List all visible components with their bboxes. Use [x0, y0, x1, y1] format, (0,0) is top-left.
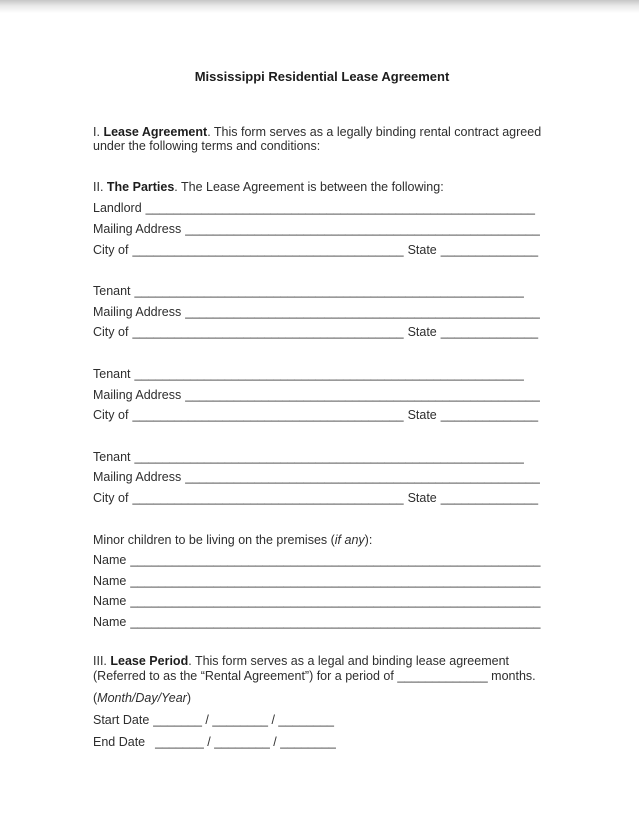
state-label: State [407, 490, 437, 505]
mailing-address-label: Mailing Address [93, 387, 182, 402]
end-date-label: End Date [93, 734, 146, 749]
tenant-label: Tenant [93, 366, 131, 381]
mailing-address-row [93, 388, 551, 403]
start-date-label: Start Date [93, 713, 150, 728]
mailing-address-label: Mailing Address [93, 304, 182, 319]
city-blank-line[interactable]: _______________________________________ [132, 325, 404, 340]
city-blank-line[interactable]: _______________________________________ [132, 408, 404, 423]
date-format-close: ) [186, 690, 191, 705]
city-state-row [93, 243, 551, 258]
tenant-blank-line[interactable]: ________________________________________________________ [134, 449, 524, 464]
section-2-numeral: II. [93, 179, 104, 194]
city-state-row [93, 325, 551, 340]
mailing-address-label: Mailing Address [93, 221, 182, 236]
city-state-row [93, 491, 551, 506]
page-top-shade [0, 0, 639, 13]
section-3-heading: Lease Period [110, 654, 189, 669]
child-name-row [93, 594, 551, 609]
tenant-blank-line[interactable]: ________________________________________________________ [134, 366, 524, 381]
mailing-address-blank-line[interactable]: ___________________________________________________ [185, 221, 540, 236]
name-blank-line[interactable]: ___________________________________________________________ [130, 553, 541, 568]
date-format-text: Month/Day/Year [97, 690, 187, 705]
end-date-row [93, 735, 551, 750]
name-label: Name [93, 614, 127, 629]
state-label: State [407, 408, 437, 423]
mailing-address-label: Mailing Address [93, 470, 182, 485]
start-date-row [93, 713, 551, 728]
city-label: City of [93, 490, 129, 505]
name-blank-line[interactable]: ___________________________________________________________ [130, 594, 541, 609]
city-blank-line[interactable]: _______________________________________ [132, 242, 404, 257]
state-label: State [407, 242, 437, 257]
start-date-blank-lines[interactable]: _______ / ________ / ________ [153, 713, 335, 728]
state-blank-line[interactable]: ______________ [440, 408, 539, 423]
section-3-numeral: III. [93, 654, 107, 669]
section-1-numeral: I. [93, 124, 100, 139]
mailing-address-row [93, 305, 551, 320]
section-3-paragraph [93, 654, 551, 683]
minor-children-line [93, 533, 551, 548]
minor-children-text-end: ): [364, 532, 373, 547]
state-blank-line[interactable]: ______________ [440, 325, 539, 340]
tenant-label: Tenant [93, 284, 131, 299]
section-2-text: . The Lease Agreement is between the following: [174, 179, 444, 194]
section-1-paragraph [93, 125, 551, 154]
state-blank-line[interactable]: ______________ [440, 490, 539, 505]
child-name-row [93, 574, 551, 589]
mailing-address-blank-line[interactable]: ___________________________________________________ [185, 304, 540, 319]
date-format-note [93, 691, 551, 706]
tenant-row [93, 284, 551, 299]
mailing-address-row [93, 470, 551, 485]
document-content [93, 70, 551, 749]
city-blank-line[interactable]: _______________________________________ [132, 490, 404, 505]
section-2-paragraph [93, 180, 551, 195]
period-months-blank-line[interactable]: _____________ [397, 669, 488, 684]
date-format-open: ( [93, 690, 98, 705]
minor-children-text: Minor children to be living on the premises ( [93, 532, 335, 547]
city-label: City of [93, 408, 129, 423]
section-1-text: . This form serves as a legally binding rental contract agreed under the following terms and conditions: [93, 124, 542, 154]
name-blank-line[interactable]: ___________________________________________________________ [130, 573, 541, 588]
mailing-address-blank-line[interactable]: ___________________________________________________ [185, 387, 540, 402]
mailing-address-row [93, 222, 551, 237]
landlord-label: Landlord [93, 201, 142, 216]
city-state-row [93, 408, 551, 423]
city-label: City of [93, 325, 129, 340]
name-label: Name [93, 573, 127, 588]
tenant-row [93, 450, 551, 465]
name-label: Name [93, 553, 127, 568]
minor-children-if-any: if any [334, 532, 365, 547]
section-1-heading: Lease Agreement [103, 124, 208, 139]
name-label: Name [93, 594, 127, 609]
section-2-heading: The Parties [106, 179, 175, 194]
tenant-blank-line[interactable]: ________________________________________________________ [134, 284, 524, 299]
section-3-text: . This form serves as a legal and binding lease agreement (Referred to as the “Rental Agreement”) for a period of [93, 654, 510, 684]
state-label: State [407, 325, 437, 340]
tenant-row [93, 367, 551, 382]
state-blank-line[interactable]: ______________ [440, 242, 539, 257]
landlord-row [93, 201, 551, 216]
child-name-row [93, 615, 551, 630]
tenant-label: Tenant [93, 449, 131, 464]
document-title: Mississippi Residential Lease Agreement [194, 69, 450, 84]
name-blank-line[interactable]: ___________________________________________________________ [130, 614, 541, 629]
mailing-address-blank-line[interactable]: ___________________________________________________ [185, 470, 540, 485]
landlord-blank-line[interactable]: ________________________________________________________ [145, 201, 535, 216]
child-name-row [93, 553, 551, 568]
city-label: City of [93, 242, 129, 257]
section-3-text-end: months. [487, 669, 536, 684]
end-date-blank-lines[interactable]: _______ / ________ / ________ [155, 734, 336, 749]
